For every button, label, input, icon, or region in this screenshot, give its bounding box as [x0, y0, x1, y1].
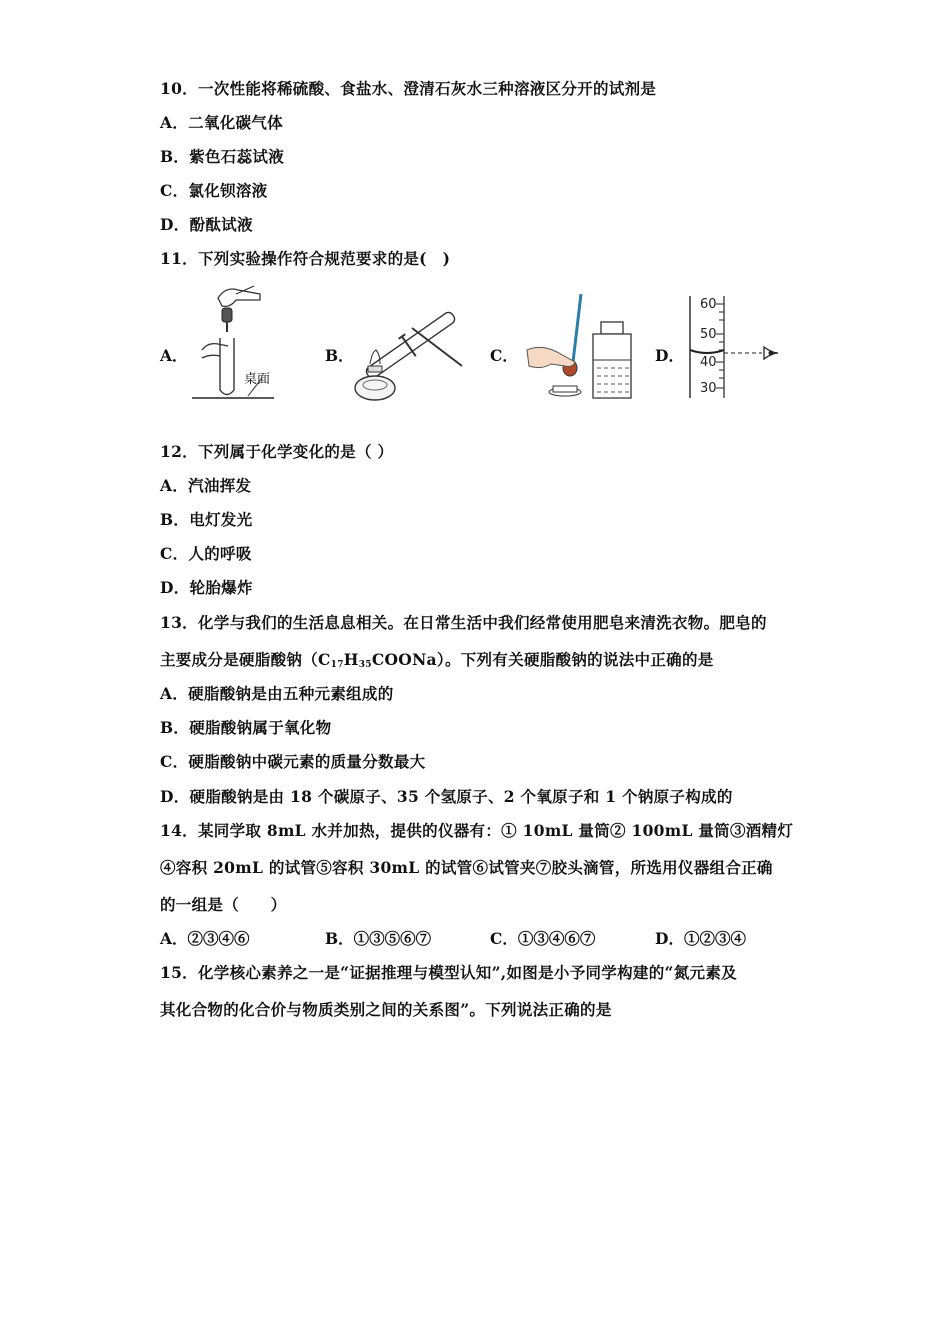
q13-sub-35: 35	[358, 660, 372, 670]
q14-option-a[interactable]: A．②③④⑥	[160, 929, 250, 948]
q14-option-b[interactable]: B．①③⑤⑥⑦	[325, 929, 432, 948]
q15-stem-line2: 其化合物的化合价与物质类别之间的关系图”。下列说法正确的是	[160, 1000, 612, 1019]
q10-option-c[interactable]: C．氯化钡溶液	[160, 181, 268, 200]
q10-stem: 10．一次性能将稀硫酸、食盐水、澄清石灰水三种溶液区分开的试剂是	[160, 79, 657, 98]
q12-option-a[interactable]: A．汽油挥发	[160, 476, 252, 495]
q13-option-d[interactable]: D．硬脂酸钠是由 18 个碳原子、35 个氢原子、2 个氧原子和 1 个钠原子构成的	[160, 787, 733, 806]
q11-fig-d-tick-40: 40	[700, 355, 717, 370]
q12-option-d[interactable]: D．轮胎爆炸	[160, 578, 253, 597]
q11-figure-c-dropper-in-bottle	[517, 290, 637, 404]
q13-stem-line1: 13．化学与我们的生活息息相关。在日常生活中我们经常使用肥皂来清洗衣物。肥皂的	[160, 613, 767, 632]
q10-option-b[interactable]: B．紫色石蕊试液	[160, 147, 285, 166]
q15-stem-line1: 15．化学核心素养之一是“证据推理与模型认知”,如图是小予同学构建的“氮元素及	[160, 963, 737, 982]
q10-option-a[interactable]: A．二氧化碳气体	[160, 113, 283, 132]
q12-option-b[interactable]: B．电灯发光	[160, 510, 253, 529]
q12-option-c[interactable]: C．人的呼吸	[160, 544, 252, 563]
q13-option-c[interactable]: C．硬脂酸钠中碳元素的质量分数最大	[160, 752, 426, 771]
q11-figure-a-dropper-into-tube	[188, 280, 280, 404]
q11-fig-a-label: 桌面	[244, 372, 271, 387]
q14-stem-line1: 14．某同学取 8mL 水并加热，提供的仪器有：① 10mL 量筒② 100mL 量筒③酒精灯	[160, 821, 794, 840]
q12-stem: 12．下列属于化学变化的是（ ）	[160, 442, 394, 461]
q13-stem-post: COONa）。下列有关硬脂酸钠的说法中正确的是	[371, 650, 714, 669]
q11-figure-d-cylinder-reading	[684, 292, 788, 402]
q10-option-d[interactable]: D．酚酞试液	[160, 215, 253, 234]
q13-stem-line2	[160, 648, 714, 670]
q14-option-d[interactable]: D．①②③④	[655, 929, 746, 948]
q13-sub-17: 17	[330, 660, 344, 670]
q14-option-c[interactable]: C．①③④⑥⑦	[490, 929, 596, 948]
q11-stem: 11．下列实验操作符合规范要求的是( )	[160, 249, 451, 268]
q13-stem-pre: 主要成分是硬脂酸钠（C	[160, 650, 331, 669]
q13-option-b[interactable]: B．硬脂酸钠属于氧化物	[160, 718, 332, 737]
q11-option-d[interactable]: D．	[655, 346, 684, 365]
q14-stem-line2: ④容积 20mL 的试管⑤容积 30mL 的试管⑥试管夹⑦胶头滴管，所选用仪器组合正确	[160, 858, 773, 877]
q11-option-a[interactable]: A．	[160, 346, 188, 365]
q11-figure-b-heating-tube	[350, 288, 468, 404]
q11-fig-d-tick-50: 50	[700, 327, 717, 342]
q11-option-b[interactable]: B．	[325, 346, 354, 365]
q13-option-a[interactable]: A．硬脂酸钠是由五种元素组成的	[160, 684, 394, 703]
q14-stem-line3: 的一组是（ ）	[160, 895, 287, 914]
q11-fig-d-tick-60: 60	[700, 297, 717, 312]
q11-option-c[interactable]: C．	[490, 346, 518, 365]
q13-stem-h: H	[343, 650, 359, 669]
q11-fig-d-tick-30: 30	[700, 381, 717, 396]
